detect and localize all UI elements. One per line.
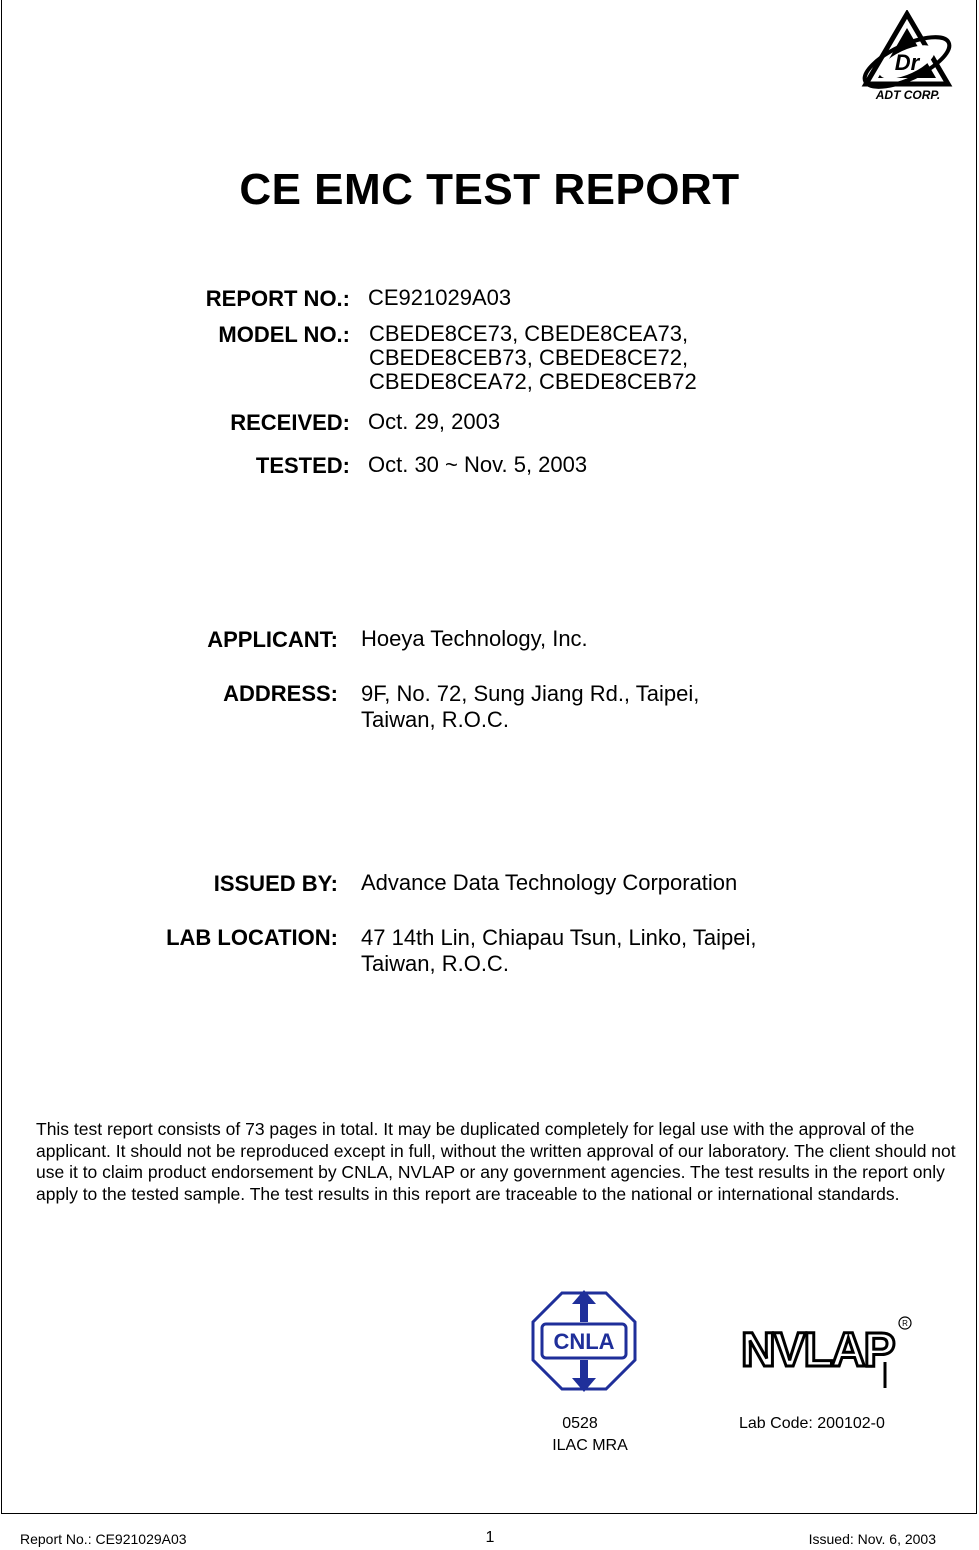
report-title: CE EMC TEST REPORT [239, 165, 740, 214]
received-label: RECEIVED: [230, 410, 350, 435]
svg-text:R: R [902, 1319, 908, 1328]
issued-by-label: ISSUED BY: [213, 871, 338, 896]
received-value: Oct. 29, 2003 [368, 409, 501, 434]
lab-location-label: LAB LOCATION: [166, 925, 338, 950]
cnla-logo-text: CNLA [553, 1329, 615, 1354]
nvlap-logo [737, 1314, 913, 1394]
applicant-value: Hoeya Technology, Inc. [361, 626, 588, 651]
nvlap-logo-text: NVLAP [741, 1324, 894, 1377]
address-value: 9F, No. 72, Sung Jiang Rd., Taipei, Taiwan, R.O.C. [361, 681, 700, 732]
lab-location-value: 47 14th Lin, Chiapau Tsun, Linko, Taipei, Taiwan, R.O.C. [361, 925, 757, 976]
page-border [1, 0, 977, 1514]
report-no-label: REPORT NO.: [205, 286, 350, 311]
footer-page-number: 1 [485, 1529, 495, 1546]
tested-label: TESTED: [255, 453, 350, 478]
issued-by-value: Advance Data Technology Corporation [361, 870, 738, 895]
footer-issued-date: Issued: Nov. 6, 2003 [808, 1531, 936, 1547]
cnla-number: 0528 [562, 1415, 598, 1432]
tested-value: Oct. 30 ~ Nov. 5, 2003 [368, 452, 588, 477]
model-no-value: CBEDE8CE73, CBEDE8CEA73, CBEDE8CEB73, CBEDE8CE72, CBEDE8CEA72, CBEDE8CEB72 [369, 321, 697, 394]
applicant-label: APPLICANT: [207, 627, 338, 652]
nvlap-lab-code: Lab Code: 200102-0 [739, 1415, 885, 1432]
cnla-logo [528, 1288, 640, 1394]
model-no-label: MODEL NO.: [218, 322, 350, 347]
report-notice: This test report consists of 73 pages in total. It may be duplicated completely for legal use with the approval of the applicant. It should not be reproduced except in full, without the written approval of our laboratory. The client should not use it to claim product endorsement by CNLA, NVLAP or any government agencies. The test results in the report only apply to the tested sample. The test results in this report are traceable to the national or international standards. [36, 1119, 956, 1204]
ilac-mra: ILAC MRA [552, 1437, 628, 1454]
footer-report-no: Report No.: CE921029A03 [20, 1531, 187, 1547]
svg-text:Dr: Dr [894, 50, 920, 75]
report-no-value: CE921029A03 [368, 285, 512, 310]
address-label: ADDRESS: [223, 681, 338, 706]
adt-logo-text: ADT CORP. [875, 88, 941, 102]
adt-corp-logo [858, 10, 958, 102]
